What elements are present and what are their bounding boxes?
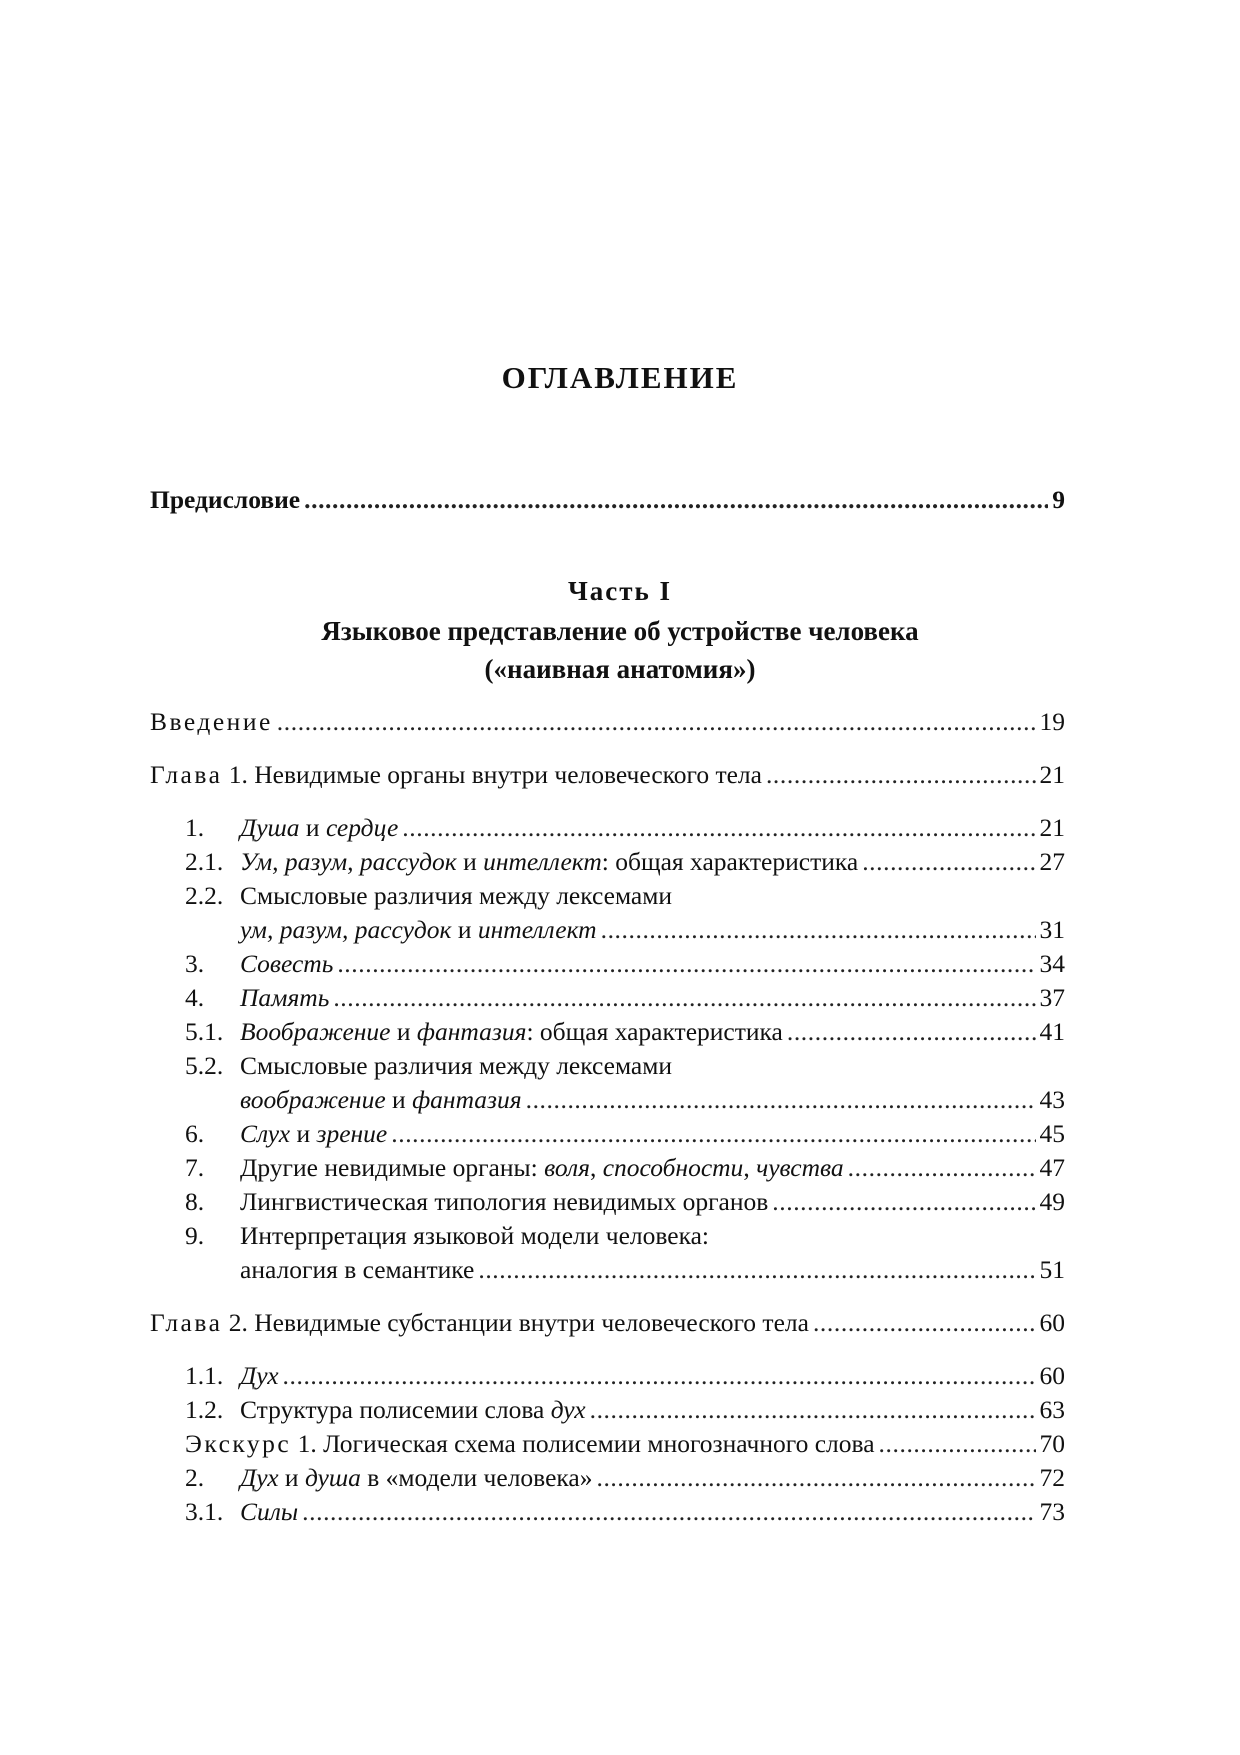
text: , xyxy=(743,1153,757,1182)
leader-dots xyxy=(391,1119,1035,1149)
term: душа xyxy=(304,1463,361,1492)
item-number: 3. xyxy=(185,949,205,978)
leader-dots xyxy=(879,1429,1036,1459)
page-number: 73 xyxy=(1039,1497,1065,1526)
term: фантазия xyxy=(416,1017,527,1046)
leader-dots xyxy=(402,813,1035,843)
toc-entry-preface[interactable] xyxy=(150,485,1065,515)
entry-label: Предисловие xyxy=(150,485,301,514)
item-number: 6. xyxy=(185,1119,205,1148)
page-number: 63 xyxy=(1039,1395,1065,1424)
page-number: 60 xyxy=(1039,1361,1065,1390)
item-number: 1.1. xyxy=(185,1361,224,1390)
item-number: 1.2. xyxy=(185,1395,224,1424)
toc-entry-2-2[interactable] xyxy=(240,915,1065,945)
text: и xyxy=(451,915,478,944)
toc-entry-2-2-line1 xyxy=(185,881,672,911)
toc-entry-c2-2[interactable] xyxy=(185,1463,1065,1493)
item-number: 2. xyxy=(185,1463,205,1492)
page-number: 60 xyxy=(1039,1308,1065,1337)
term: воображение xyxy=(240,1085,386,1114)
leader-dots xyxy=(766,760,1036,790)
term: воля xyxy=(544,1153,590,1182)
toc-entry-c2-3-1[interactable] xyxy=(185,1497,1065,1527)
toc-entry-c2-1-2[interactable] xyxy=(185,1395,1065,1425)
toc-entry-c2-1-1[interactable] xyxy=(185,1361,1065,1391)
text: : общая характеристика xyxy=(526,1017,783,1046)
leader-dots xyxy=(848,1153,1036,1183)
page-number: 72 xyxy=(1039,1463,1065,1492)
term: Дух xyxy=(240,1463,279,1492)
leader-dots xyxy=(283,1361,1036,1391)
text: Интерпретация языковой модели человека: xyxy=(240,1221,709,1250)
page-number: 70 xyxy=(1039,1429,1065,1458)
text: и xyxy=(290,1119,317,1148)
page-number: 47 xyxy=(1039,1153,1065,1182)
text: аналогия в семантике xyxy=(240,1255,475,1284)
toc-entry-5-2-line1 xyxy=(185,1051,672,1081)
text: и xyxy=(385,1085,413,1114)
term: интеллект xyxy=(477,915,597,944)
toc-entry-excursus-1[interactable] xyxy=(185,1429,1065,1459)
leader-dots xyxy=(304,485,1048,515)
text: Смысловые различия между лексемами xyxy=(240,1051,673,1080)
page-number: 21 xyxy=(1039,813,1065,842)
leader-dots xyxy=(526,1085,1036,1115)
text: , xyxy=(589,1153,603,1182)
page-number: 27 xyxy=(1039,847,1065,876)
toc-entry-7[interactable] xyxy=(185,1153,1065,1183)
toc-entry-8[interactable] xyxy=(185,1187,1065,1217)
toc-entry-chapter-2[interactable] xyxy=(150,1308,1065,1338)
text: : общая характеристика xyxy=(601,847,859,876)
toc-entry-9[interactable] xyxy=(240,1255,1065,1285)
part-title-line1: Языковое представление об устройстве человека xyxy=(321,616,919,646)
item-number: 2.1. xyxy=(185,847,224,876)
leader-dots xyxy=(862,847,1035,877)
leader-dots xyxy=(277,707,1036,737)
item-number: 5.1. xyxy=(185,1017,224,1046)
page-number: 37 xyxy=(1039,983,1065,1012)
term: Совесть xyxy=(240,949,334,978)
page-number: 9 xyxy=(1052,485,1065,514)
toc-entry-2-1[interactable] xyxy=(185,847,1065,877)
page-number: 45 xyxy=(1039,1119,1065,1148)
term: фантазия xyxy=(412,1085,522,1114)
leader-dots xyxy=(601,915,1036,945)
text: и xyxy=(278,1463,305,1492)
leader-dots xyxy=(333,983,1035,1013)
leader-dots xyxy=(302,1497,1035,1527)
term: сердце xyxy=(325,813,399,842)
text: Структура полисемии слова xyxy=(240,1395,551,1424)
toc-entry-6[interactable] xyxy=(185,1119,1065,1149)
term: Ум, разум, рассудок xyxy=(240,847,457,876)
text: и xyxy=(390,1017,417,1046)
text: и xyxy=(299,813,326,842)
term: Слух xyxy=(240,1119,291,1148)
leader-dots xyxy=(590,1395,1036,1425)
text: 1. Логическая схема полисемии многозначного слова xyxy=(291,1429,875,1458)
page-number: 34 xyxy=(1039,949,1065,978)
page-number: 31 xyxy=(1039,915,1065,944)
term: зрение xyxy=(316,1119,388,1148)
term: Воображение xyxy=(240,1017,391,1046)
term: Силы xyxy=(240,1497,299,1526)
item-number: 3.1. xyxy=(185,1497,224,1526)
page-title: ОГЛАВЛЕНИЕ xyxy=(501,360,739,395)
item-number: 2.2. xyxy=(185,881,224,910)
term: чувства xyxy=(756,1153,844,1182)
text: и xyxy=(456,847,484,876)
page-number: 51 xyxy=(1039,1255,1065,1284)
page-number: 41 xyxy=(1039,1017,1065,1046)
leader-dots xyxy=(596,1463,1035,1493)
text: Другие невидимые органы: xyxy=(240,1153,545,1182)
page-number: 19 xyxy=(1039,707,1065,736)
page-number: 49 xyxy=(1039,1187,1065,1216)
chapter-title: 1. Невидимые органы внутри человеческого тела xyxy=(222,760,762,789)
leader-dots xyxy=(813,1308,1036,1338)
toc-entry-intro[interactable] xyxy=(150,707,1065,737)
item-number: 1. xyxy=(185,813,205,842)
leader-dots xyxy=(772,1187,1035,1217)
part-number: Часть I xyxy=(567,576,673,606)
leader-dots xyxy=(787,1017,1036,1047)
toc-entry-5-2[interactable] xyxy=(240,1085,1065,1115)
item-number: 8. xyxy=(185,1187,205,1216)
item-number: 7. xyxy=(185,1153,205,1182)
entry-label: Введение xyxy=(150,707,273,736)
item-number: 9. xyxy=(185,1221,205,1250)
chapter-prefix: Глава xyxy=(150,1308,223,1337)
term: интеллект xyxy=(483,847,602,876)
term: способности xyxy=(602,1153,744,1182)
item-number: 4. xyxy=(185,983,205,1012)
toc-entry-chapter-1[interactable] xyxy=(150,760,1065,790)
leader-dots xyxy=(478,1255,1035,1285)
part-title-line2: («наивная анатомия») xyxy=(484,654,756,684)
chapter-title: 2. Невидимые субстанции внутри человеческого тела xyxy=(222,1308,809,1337)
page-number: 21 xyxy=(1039,760,1065,789)
term: Дух xyxy=(240,1361,279,1390)
toc-entry-9-line1 xyxy=(185,1221,709,1251)
term: Душа xyxy=(240,813,300,842)
text: Смысловые различия между лексемами xyxy=(240,881,673,910)
item-number: 5.2. xyxy=(185,1051,224,1080)
text: Лингвистическая типология невидимых органов xyxy=(240,1187,769,1216)
page-number: 43 xyxy=(1039,1085,1065,1114)
text: в «модели человека» xyxy=(360,1463,593,1492)
toc-entry-4[interactable] xyxy=(185,983,1065,1013)
excursus-prefix: Экскурс xyxy=(185,1429,292,1458)
toc-entry-3[interactable] xyxy=(185,949,1065,979)
toc-entry-5-1[interactable] xyxy=(185,1017,1065,1047)
toc-entry-1-1[interactable] xyxy=(185,813,1065,843)
term: Память xyxy=(240,983,330,1012)
term: дух xyxy=(550,1395,586,1424)
chapter-prefix: Глава xyxy=(150,760,223,789)
leader-dots xyxy=(337,949,1035,979)
term: ум, разум, рассудок xyxy=(240,915,452,944)
